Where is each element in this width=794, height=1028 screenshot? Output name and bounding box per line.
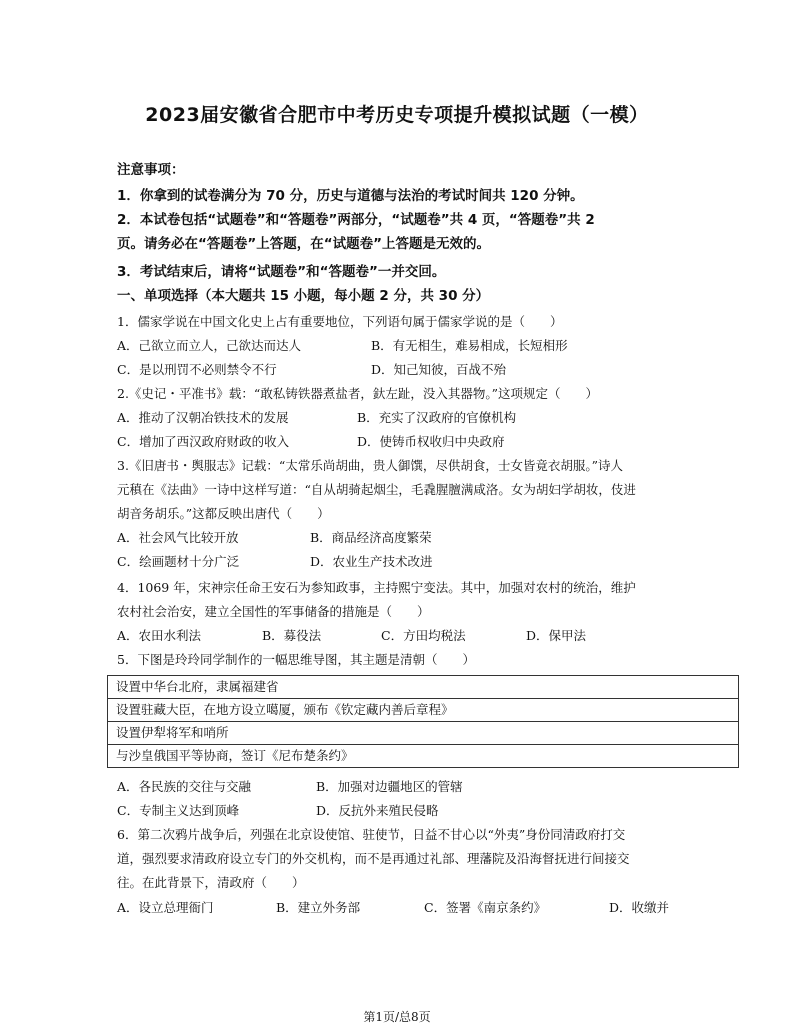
- q4-option-a[interactable]: A．农田水利法: [117, 628, 202, 643]
- q2-option-c[interactable]: C．增加了西汉政府财政的收入: [117, 434, 290, 449]
- q6-option-b[interactable]: B．建立外务部: [276, 900, 361, 915]
- q2-option-a[interactable]: A．推动了汉朝冶铁技术的发展: [117, 410, 289, 425]
- question-6-stem-2: 道，强烈要求清政府设立专门的外交机构，而不是再通过礼部、理藩院及沿海督抚进行间接交: [117, 851, 630, 866]
- page-footer: 第1页/总8页: [363, 1010, 431, 1024]
- q1-option-a[interactable]: A．己欲立而立人，己欲达而达人: [117, 338, 302, 353]
- q1-option-b[interactable]: B．有无相生，难易相成，长短相形: [371, 338, 568, 353]
- q2-option-b[interactable]: B．充实了汉政府的官僚机构: [357, 410, 517, 425]
- mind-map-row-2: 设置驻藏大臣，在地方设立噶厦，颁布《钦定藏内善后章程》: [108, 699, 738, 722]
- q4-option-b[interactable]: B．募役法: [262, 628, 322, 643]
- question-4-stem-2: 农村社会治安，建立全国性的军事储备的措施是（ ）: [117, 604, 430, 619]
- q1-option-c[interactable]: C．是以刑罚不必则禁令不行: [117, 362, 277, 377]
- q3-option-d[interactable]: D．农业生产技术改进: [310, 554, 433, 569]
- question-6-stem-1: 6．第二次鸦片战争后，列强在北京设使馆、驻使节，日益不甘心以“外夷”身份同清政府打交: [117, 827, 626, 842]
- q4-option-d[interactable]: D．保甲法: [526, 628, 587, 643]
- question-4-stem-1: 4．1069 年，宋神宗任命王安石为参知政事，主持熙宁变法。其中，加强对农村的统治，维护: [117, 580, 636, 595]
- q5-option-a[interactable]: A．各民族的交往与交融: [117, 779, 252, 794]
- q5-option-c[interactable]: C．专制主义达到顶峰: [117, 803, 240, 818]
- notes-heading: 注意事项：: [117, 162, 185, 178]
- q2-option-d[interactable]: D．使铸币权收归中央政府: [357, 434, 505, 449]
- mind-map-row-3: 设置伊犁将军和哨所: [108, 722, 738, 745]
- question-1-stem: 1．儒家学说在中国文化史上占有重要地位，下列语句属于儒家学说的是（ ）: [117, 314, 563, 329]
- page-title: 2023届安徽省合肥市中考历史专项提升模拟试题（一模）: [145, 104, 649, 126]
- q5-option-b[interactable]: B．加强对边疆地区的管辖: [316, 779, 463, 794]
- note-3: 3．考试结束后，请将“试题卷”和“答题卷”一并交回。: [117, 264, 446, 280]
- q6-option-a[interactable]: A．设立总理衙门: [117, 900, 214, 915]
- question-3-stem-1: 3.《旧唐书・舆服志》记载：“太常乐尚胡曲，贵人御馔，尽供胡食，士女皆竟衣胡服。”诗人: [117, 458, 623, 473]
- question-3-stem-3: 胡音务胡乐。”这都反映出唐代（ ）: [117, 506, 330, 521]
- q4-option-c[interactable]: C．方田均税法: [381, 628, 466, 643]
- q3-option-b[interactable]: B．商品经济高度繁荣: [310, 530, 432, 545]
- question-5-stem: 5．下图是玲玲同学制作的一幅思维导图，其主题是清朝（ ）: [117, 652, 475, 667]
- note-1: 1．你拿到的试卷满分为 70 分，历史与道德与法治的考试时间共 120 分钟。: [117, 188, 584, 204]
- question-3-stem-2: 元稹在《法曲》一诗中这样写道：“自从胡骑起烟尘，毛毳腥膻满咸洛。女为胡妇学胡妆，伎进: [117, 482, 636, 497]
- mind-map-box: [107, 675, 739, 768]
- q6-option-d[interactable]: D．收缴并: [609, 900, 670, 915]
- mind-map-row-1: 设置中华台北府，隶属福建省: [108, 676, 738, 699]
- q3-option-c[interactable]: C．绘画题材十分广泛: [117, 554, 240, 569]
- q1-option-d[interactable]: D．知己知彼，百战不殆: [371, 362, 507, 377]
- note-2a: 2．本试卷包括“试题卷”和“答题卷”两部分，“试题卷”共 4 页，“答题卷”共 2: [117, 212, 595, 228]
- q6-option-c[interactable]: C．签署《南京条约》: [424, 900, 547, 915]
- section-heading: 一、单项选择（本大题共 15 小题，每小题 2 分，共 30 分）: [117, 288, 490, 304]
- q3-option-a[interactable]: A．社会风气比较开放: [117, 530, 239, 545]
- q5-option-d[interactable]: D．反抗外来殖民侵略: [316, 803, 439, 818]
- question-6-stem-3: 往。在此背景下，清政府（ ）: [117, 875, 305, 890]
- mind-map-row-4: 与沙皇俄国平等协商，签订《尼布楚条约》: [116, 748, 354, 763]
- note-2b: 页。请务必在“答题卷”上答题，在“试题卷”上答题是无效的。: [117, 236, 490, 252]
- question-2-stem: 2.《史记・平准书》载：“敢私铸铁器煮盐者，釱左趾，没入其器物。”这项规定（ ）: [117, 386, 598, 401]
